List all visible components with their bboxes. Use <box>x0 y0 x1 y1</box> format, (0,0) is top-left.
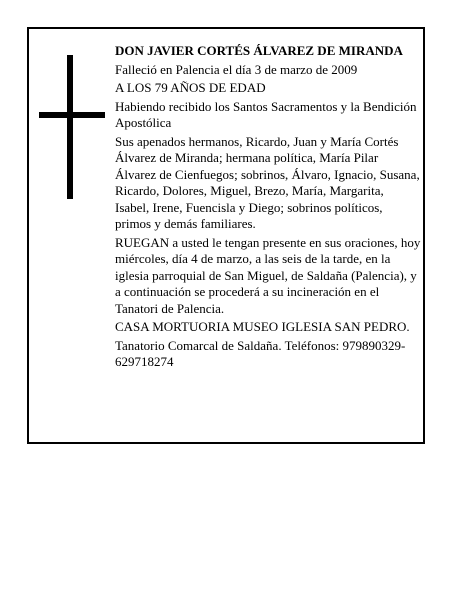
age-statement: A LOS 79 AÑOS DE EDAD <box>115 80 266 95</box>
cross-horizontal-bar <box>39 112 105 118</box>
contact-info: Tanatorio Comarcal de Saldaña. Teléfonos: 979890329-629718274 <box>115 337 406 369</box>
deceased-name: DON JAVIER CORTÉS ÁLVAREZ DE MIRANDA <box>115 43 403 58</box>
death-statement: Falleció en Palencia el día 3 de marzo de 2009 <box>115 61 358 77</box>
request-statement: RUEGAN a usted le tengan presente en sus oraciones, hoy miércoles, día 4 de marzo, a las seis de la tarde, en la iglesia parroquial de San Miguel, de Saldaña (Palencia), y a continuación se procederá a su incineración en el Tanatori de Palencia. <box>115 234 421 316</box>
latin-cross-icon <box>39 55 105 199</box>
obituary-notice <box>27 27 425 444</box>
family-statement: Sus apenados hermanos, Ricardo, Juan y María Cortés Álvarez de Miranda; hermana política, María Pilar Álvarez de Cienfuegos; sobrinos, Álvaro, Ignacio, Susana, Ricardo, Dolores, Miguel, Brezo, María, Margarita, Isabel, Irene, Fuencisla y Diego; sobrinos políticos, primos y demás familiares. <box>115 133 420 231</box>
cross-vertical-bar <box>67 55 73 199</box>
notice-text <box>115 43 421 373</box>
sacraments-statement: Habiendo recibido los Santos Sacramentos y la Bendición Apostólica <box>115 98 417 130</box>
funeral-home: CASA MORTUORIA MUSEO IGLESIA SAN PEDRO. <box>115 319 410 334</box>
